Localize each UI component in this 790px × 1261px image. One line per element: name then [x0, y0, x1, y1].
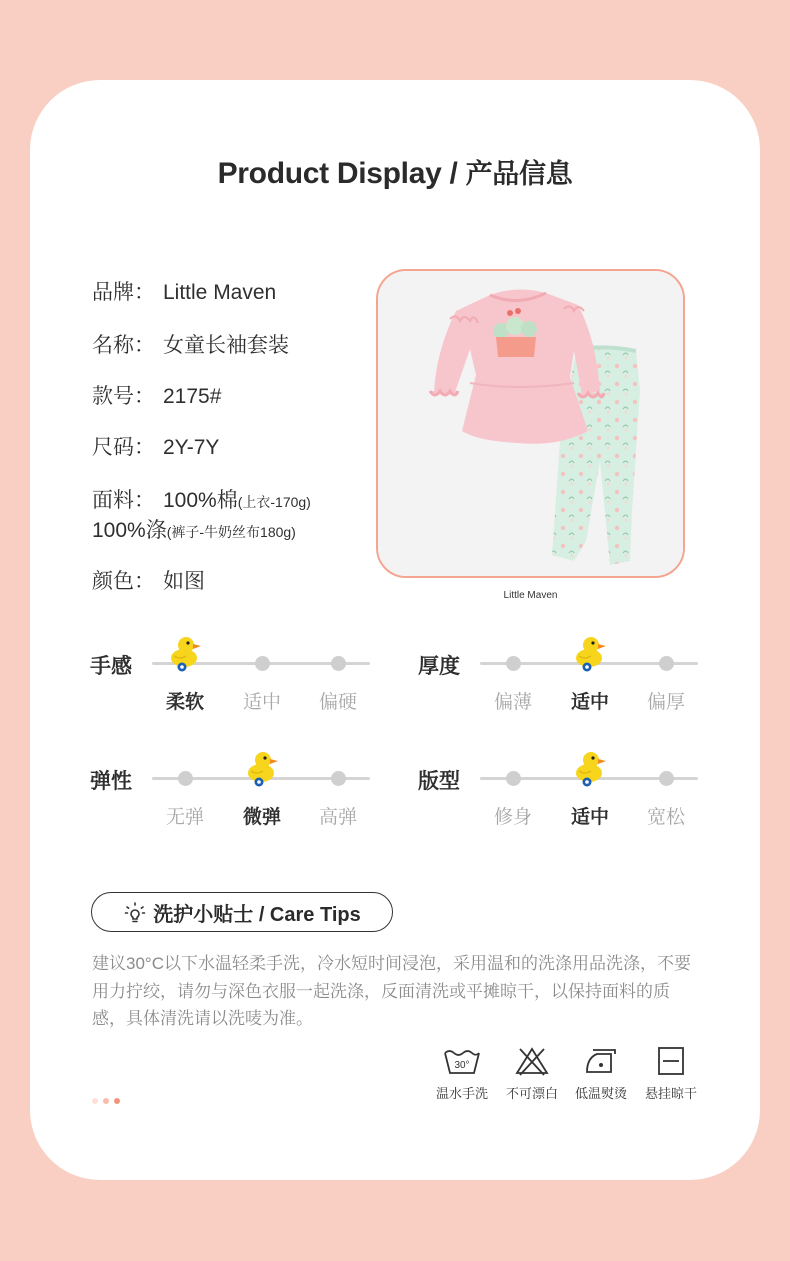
meter-dot	[659, 656, 674, 671]
no-bleach-icon	[514, 1046, 550, 1076]
page-title: Product Display / 产品信息	[217, 157, 573, 190]
wash-symbol-item	[497, 1046, 567, 1102]
spec-style-no	[92, 380, 221, 410]
meter-dot	[331, 771, 346, 786]
product-photo	[376, 269, 685, 578]
svg-text:30°: 30°	[454, 1060, 470, 1071]
meter-hand-feel	[90, 640, 390, 730]
photo-caption: Little Maven	[503, 590, 558, 601]
spec-value: Little Maven	[163, 281, 277, 304]
duck-marker-icon	[245, 749, 279, 787]
meter-option: 偏厚	[646, 692, 685, 713]
care-tips-label: 洗护小贴士 / Care Tips	[153, 903, 361, 926]
spec-value: 2175#	[163, 385, 222, 408]
duck-marker-icon	[168, 634, 202, 672]
spec-fabric	[92, 484, 311, 514]
wash-symbol-label: 低温熨烫	[574, 1086, 627, 1101]
spec-brand	[92, 276, 276, 306]
meter-fit	[418, 755, 718, 845]
lightbulb-icon	[123, 900, 147, 924]
spec-value: 如图	[163, 570, 205, 593]
meter-dot	[255, 656, 270, 671]
wash-symbol-item	[636, 1046, 706, 1102]
spec-note: (裤子-牛奶丝布180g)	[166, 524, 296, 540]
spec-size	[92, 431, 219, 461]
wash-30-icon	[442, 1046, 482, 1076]
meter-dot	[331, 656, 346, 671]
meter-option: 柔软	[165, 692, 204, 713]
meter-elasticity	[90, 755, 390, 845]
wash-symbol-item	[566, 1046, 636, 1102]
wash-symbol-item	[427, 1046, 497, 1102]
meter-option: 适中	[570, 807, 609, 828]
spec-value: 100%棉	[163, 489, 238, 512]
spec-note: (上衣-170g)	[237, 494, 311, 510]
spec-value: 100%涤	[92, 519, 167, 542]
clothing-set-illustration	[378, 271, 683, 576]
care-instructions: 建议30°C以下水温轻柔手洗，冷水短时间浸泡，采用温和的洗涤用品洗涤，不要用力拧绞，请勿与深色衣服一起洗涤，反面清洗或平摊晾干，以保持面料的质感，具体清洗请以洗唛为准。	[92, 954, 691, 1028]
low-iron-icon	[581, 1046, 621, 1076]
spec-key: 款号：	[92, 385, 155, 408]
hang-dry-icon	[655, 1046, 687, 1076]
spec-key: 尺码：	[92, 436, 155, 459]
meter-option: 适中	[242, 692, 281, 713]
meter-option: 适中	[570, 692, 609, 713]
duck-marker-icon	[573, 634, 607, 672]
meter-thickness	[418, 640, 718, 730]
spec-fabric-2	[92, 514, 296, 544]
meter-dot	[178, 771, 193, 786]
wash-symbol-label: 悬挂晾干	[644, 1086, 697, 1101]
spec-key: 面料：	[92, 489, 155, 512]
spec-key: 名称：	[92, 334, 155, 357]
meter-label: 手感	[90, 655, 132, 678]
spec-value: 女童长袖套装	[163, 334, 289, 357]
wash-symbol-label: 温水手洗	[435, 1086, 488, 1101]
meter-option: 偏硬	[318, 692, 357, 713]
spec-key: 颜色：	[92, 570, 155, 593]
spec-key: 品牌：	[92, 281, 155, 304]
meter-dot	[506, 771, 521, 786]
meter-label: 弹性	[90, 770, 132, 793]
pager-dot	[103, 1098, 109, 1104]
spec-value: 2Y-7Y	[163, 436, 220, 459]
spec-color	[92, 565, 205, 595]
spec-name	[92, 329, 289, 359]
pager-dot	[114, 1098, 120, 1104]
duck-marker-icon	[573, 749, 607, 787]
meter-option: 偏薄	[493, 692, 532, 713]
care-tips-pill	[91, 892, 393, 932]
meter-label: 厚度	[418, 655, 460, 678]
meter-option: 宽松	[646, 807, 685, 828]
meter-option: 微弹	[242, 807, 281, 828]
meter-option: 修身	[493, 807, 532, 828]
meter-option: 高弹	[318, 807, 357, 828]
meter-label: 版型	[418, 770, 460, 793]
page-indicator	[92, 1091, 125, 1109]
meter-option: 无弹	[165, 807, 204, 828]
meter-dot	[506, 656, 521, 671]
pager-dot	[92, 1098, 98, 1104]
meter-dot	[659, 771, 674, 786]
wash-symbol-label: 不可漂白	[505, 1086, 558, 1101]
